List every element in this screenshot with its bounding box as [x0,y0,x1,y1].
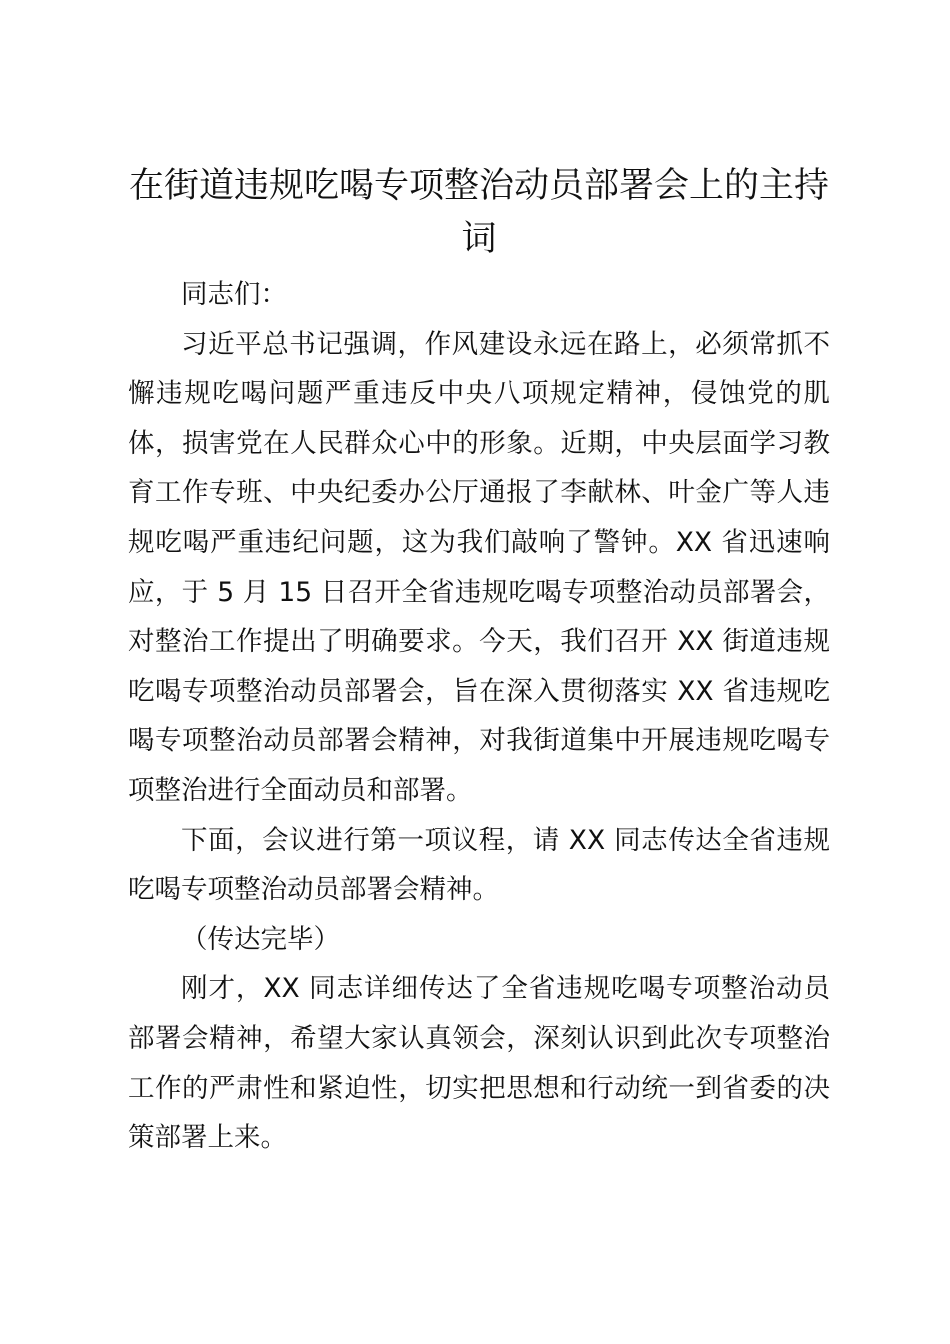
salutation: 同志们： [181,279,287,310]
document-title: 在街道违规吃喝专项整治动员部署会上的主持词 [128,166,829,259]
paragraph-opening: 习近平总书记强调，作风建设永远在路上，必须常抓不懈违规吃喝问题严重违反中央八项规定精神，侵蚀党的肌体，损害党在人民群众心中的形象。近期，中央层面学习教育工作专班、中央纪委办公厅通报了李献林、叶金广等人违规吃喝严重违纪问题，这为我们敲响了警钟。XX 省迅速响应，于 5 月 15 日召开全省违规吃喝专项整治动员部署会，对整治工作提出了明确要求。今天，我们召开 XX 街道违规吃喝专项整治动员部署会，旨在深入贯彻落实 XX 省违规吃喝专项整治动员部署会精神，对我街道集中开展违规吃喝专项整治进行全面动员和部署。 [128,328,830,806]
paragraph-agenda-item: 下面，会议进行第一项议程，请 XX 同志传达全省违规吃喝专项整治动员部署会精神。 [128,824,830,906]
paragraph-stage-note: （传达完毕） [181,923,340,955]
paragraph-summary: 刚才，XX 同志详细传达了全省违规吃喝专项整治动员部署会精神，希望大家认真领会，深刻认识到此次专项整治工作的严肃性和紧迫性，切实把思想和行动统一到省委的决策部署上来。 [128,973,830,1154]
document-body [128,270,830,1163]
